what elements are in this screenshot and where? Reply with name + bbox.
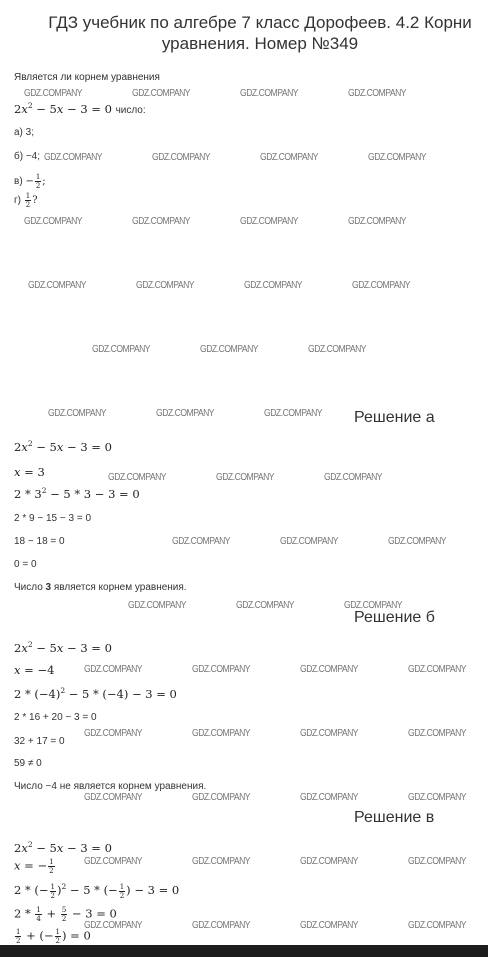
watermark-text: GDZ.COMPANY <box>92 343 151 355</box>
watermark-text: GDZ.COMPANY <box>156 407 215 419</box>
sol-b-step-times: 2 * 16 + 20 − 3 = 0 <box>14 712 97 723</box>
solution-v-header: Решение в <box>354 809 435 826</box>
watermark-text: GDZ.COMPANY <box>192 791 251 803</box>
watermark-text: GDZ.COMPANY <box>388 535 447 547</box>
watermark-text: GDZ.COMPANY <box>240 215 299 227</box>
watermark-text: GDZ.COMPANY <box>44 151 103 163</box>
sol-a-step-times: 2 * 9 − 15 − 3 = 0 <box>14 513 92 524</box>
watermark-text: GDZ.COMPANY <box>408 855 467 867</box>
sol-v-step-2: 2 * $\frac{1}{4}$ + $\frac{5}{2}$ − 3 = 0 <box>14 906 117 923</box>
sol-b-conclusion: Число −4 не является корнем уравнения. <box>14 781 207 792</box>
option-a: а) 3; <box>14 127 35 138</box>
watermark-text: GDZ.COMPANY <box>200 343 259 355</box>
page-title-line-1: ГДЗ учебник по алгебре 7 класс Дорофеев. 4.2 Корни <box>48 13 472 32</box>
watermark-text: GDZ.COMPANY <box>24 215 83 227</box>
watermark-text: GDZ.COMPANY <box>408 791 467 803</box>
watermark-text: GDZ.COMPANY <box>324 471 383 483</box>
watermark-text: GDZ.COMPANY <box>24 87 83 99</box>
watermark-text: GDZ.COMPANY <box>408 727 467 739</box>
sol-b-step-sum: 32 + 17 = 0 <box>14 736 65 747</box>
watermark-text: GDZ.COMPANY <box>152 151 211 163</box>
option-g: г) $\frac{1}{2}$ ? <box>14 192 38 209</box>
watermark-text: GDZ.COMPANY <box>28 279 87 291</box>
watermark-text: GDZ.COMPANY <box>192 727 251 739</box>
watermark-text: GDZ.COMPANY <box>172 535 231 547</box>
option-v: в) − $\frac{1}{2}$ ; <box>14 173 46 190</box>
watermark-text: GDZ.COMPANY <box>368 151 427 163</box>
sol-a-step-sum: 18 − 18 = 0 <box>14 536 65 547</box>
watermark-text: GDZ.COMPANY <box>300 855 359 867</box>
watermark-text: GDZ.COMPANY <box>236 599 295 611</box>
task-word-number: число: <box>115 105 146 116</box>
sol-a-equation: $2x^2 - 5x - 3 = 0$ <box>14 439 112 454</box>
watermark-text: GDZ.COMPANY <box>280 535 339 547</box>
option-b: б) −4; <box>14 151 41 162</box>
sol-v-substitution: 2 * (− $\frac{1}{2}$ )$^2$ − 5 * (− $\frac{1}{2}$ ) − 3 = 0 <box>14 882 180 900</box>
sol-b-x-value: x = −4 <box>14 663 55 677</box>
page-title-line-2: уравнения. Номер №349 <box>161 34 359 53</box>
task-equation: $2x^2 - 5x - 3 = 0$ число: <box>14 101 146 116</box>
bottom-bar <box>0 945 488 957</box>
sol-v-step-3: $\frac{1}{2}$ + (− $\frac{1}{2}$ ) = 0 <box>16 928 91 945</box>
sol-v-equation: $2x^2 - 5x - 3 = 0$ <box>14 840 112 855</box>
watermark-text: GDZ.COMPANY <box>192 663 251 675</box>
watermark-text: GDZ.COMPANY <box>244 279 303 291</box>
sol-b-equation: $2x^2 - 5x - 3 = 0$ <box>14 640 112 655</box>
watermark-text: GDZ.COMPANY <box>348 215 407 227</box>
sol-b-step-ne: 59 ≠ 0 <box>14 758 42 769</box>
watermark-text: GDZ.COMPANY <box>192 919 251 931</box>
watermark-text: GDZ.COMPANY <box>348 87 407 99</box>
watermark-text: GDZ.COMPANY <box>300 727 359 739</box>
solution-b-header: Решение б <box>354 609 435 626</box>
watermark-text: GDZ.COMPANY <box>408 663 467 675</box>
sol-v-x-value: x = − $\frac{1}{2}$ <box>14 858 54 875</box>
watermark-text: GDZ.COMPANY <box>84 791 143 803</box>
sol-b-substitution: $2 * (-4)^2 - 5 * (-4) - 3 = 0$ <box>14 686 177 701</box>
watermark-text: GDZ.COMPANY <box>48 407 107 419</box>
watermark-text: GDZ.COMPANY <box>300 919 359 931</box>
watermark-text: GDZ.COMPANY <box>192 855 251 867</box>
watermark-text: GDZ.COMPANY <box>260 151 319 163</box>
sol-a-conclusion: Число 3 является корнем уравнения. <box>14 582 187 593</box>
watermark-text: GDZ.COMPANY <box>132 215 191 227</box>
sol-a-x-value: x = 3 <box>14 465 45 479</box>
watermark-text: GDZ.COMPANY <box>84 727 143 739</box>
watermark-text: GDZ.COMPANY <box>264 407 323 419</box>
page-title <box>40 12 480 54</box>
watermark-text: GDZ.COMPANY <box>136 279 195 291</box>
sol-a-step-zero: 0 = 0 <box>14 559 37 570</box>
watermark-text: GDZ.COMPANY <box>84 855 143 867</box>
watermark-text: GDZ.COMPANY <box>240 87 299 99</box>
watermark-text: GDZ.COMPANY <box>128 599 187 611</box>
sol-a-substitution: $2 * 3^2 - 5 * 3 - 3 = 0$ <box>14 486 140 501</box>
watermark-text: GDZ.COMPANY <box>308 343 367 355</box>
watermark-text: GDZ.COMPANY <box>216 471 275 483</box>
watermark-text: GDZ.COMPANY <box>84 663 143 675</box>
watermark-text: GDZ.COMPANY <box>344 599 403 611</box>
solution-a-header: Решение а <box>354 409 435 426</box>
watermark-text: GDZ.COMPANY <box>108 471 167 483</box>
watermark-text: GDZ.COMPANY <box>132 87 191 99</box>
watermark-text: GDZ.COMPANY <box>408 919 467 931</box>
task-intro: Является ли корнем уравнения <box>14 72 160 83</box>
watermark-text: GDZ.COMPANY <box>352 279 411 291</box>
watermark-text: GDZ.COMPANY <box>300 663 359 675</box>
watermark-text: GDZ.COMPANY <box>84 919 143 931</box>
watermark-text: GDZ.COMPANY <box>300 791 359 803</box>
